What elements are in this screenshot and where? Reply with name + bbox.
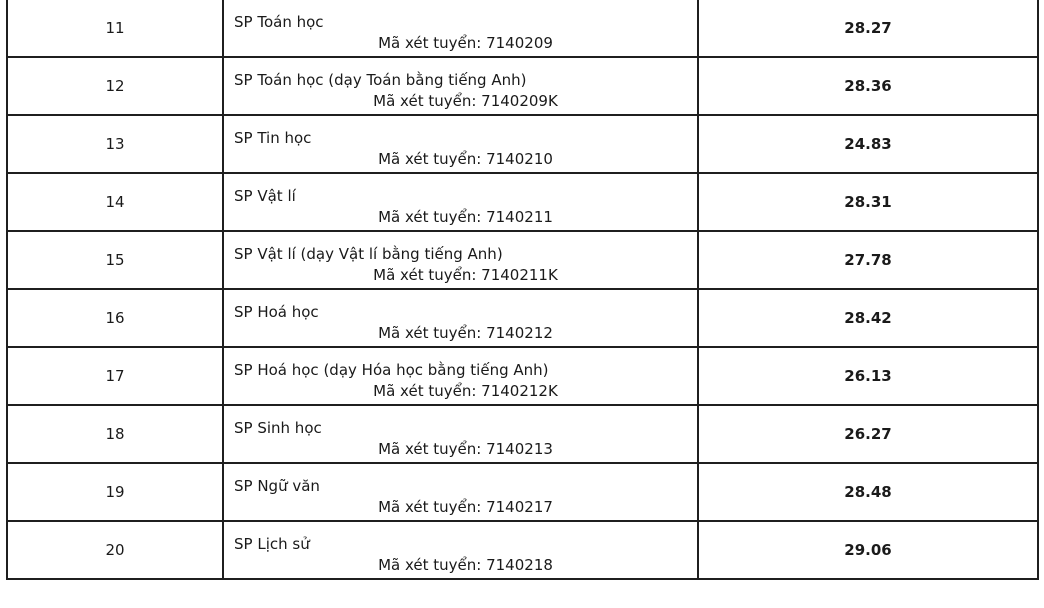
table-row [7, 405, 1038, 463]
admission-score-table [6, 0, 1039, 580]
major-cell [223, 463, 698, 521]
row-number: 19 [7, 463, 223, 521]
table-row [7, 231, 1038, 289]
score-cell: 28.31 [698, 173, 1038, 231]
score-cell: 28.27 [698, 0, 1038, 57]
score-cell: 26.13 [698, 347, 1038, 405]
major-cell [223, 173, 698, 231]
admission-code: Mã xét tuyển: 7140212 [378, 324, 553, 342]
row-number: 11 [7, 0, 223, 57]
row-number: 20 [7, 521, 223, 579]
row-number: 13 [7, 115, 223, 173]
table-row [7, 463, 1038, 521]
table-row [7, 115, 1038, 173]
admission-code: Mã xét tuyển: 7140210 [378, 150, 553, 168]
admission-code: Mã xét tuyển: 7140212K [373, 382, 558, 400]
admission-code: Mã xét tuyển: 7140211 [378, 208, 553, 226]
table-row [7, 521, 1038, 579]
score-cell: 26.27 [698, 405, 1038, 463]
admission-code: Mã xét tuyển: 7140217 [378, 498, 553, 516]
major-cell [223, 347, 698, 405]
row-number: 17 [7, 347, 223, 405]
table-row [7, 173, 1038, 231]
major-name: SP Tin học [234, 129, 312, 147]
admission-code: Mã xét tuyển: 7140211K [373, 266, 558, 284]
major-cell [223, 115, 698, 173]
major-name: SP Hoá học [234, 303, 319, 321]
major-name: SP Vật lí [234, 187, 296, 205]
score-cell: 28.48 [698, 463, 1038, 521]
admission-code: Mã xét tuyển: 7140218 [378, 556, 553, 574]
major-cell [223, 289, 698, 347]
major-name: SP Sinh học [234, 419, 322, 437]
table-row [7, 347, 1038, 405]
major-cell [223, 231, 698, 289]
major-cell [223, 521, 698, 579]
row-number: 18 [7, 405, 223, 463]
row-number: 16 [7, 289, 223, 347]
major-name: SP Toán học (dạy Toán bằng tiếng Anh) [234, 71, 527, 89]
major-name: SP Vật lí (dạy Vật lí bằng tiếng Anh) [234, 245, 503, 263]
major-cell [223, 57, 698, 115]
admission-code: Mã xét tuyển: 7140209 [378, 34, 553, 52]
table-row [7, 57, 1038, 115]
table-row [7, 289, 1038, 347]
major-name: SP Ngữ văn [234, 477, 320, 495]
row-number: 15 [7, 231, 223, 289]
table-body [7, 0, 1038, 579]
admission-code: Mã xét tuyển: 7140213 [378, 440, 553, 458]
row-number: 14 [7, 173, 223, 231]
score-cell: 28.36 [698, 57, 1038, 115]
row-number: 12 [7, 57, 223, 115]
major-name: SP Toán học [234, 13, 324, 31]
score-cell: 29.06 [698, 521, 1038, 579]
table-row [7, 0, 1038, 57]
score-cell: 28.42 [698, 289, 1038, 347]
major-name: SP Lịch sử [234, 535, 310, 553]
major-name: SP Hoá học (dạy Hóa học bằng tiếng Anh) [234, 361, 549, 379]
admission-code: Mã xét tuyển: 7140209K [373, 92, 558, 110]
major-cell [223, 0, 698, 57]
score-cell: 27.78 [698, 231, 1038, 289]
score-cell: 24.83 [698, 115, 1038, 173]
major-cell [223, 405, 698, 463]
